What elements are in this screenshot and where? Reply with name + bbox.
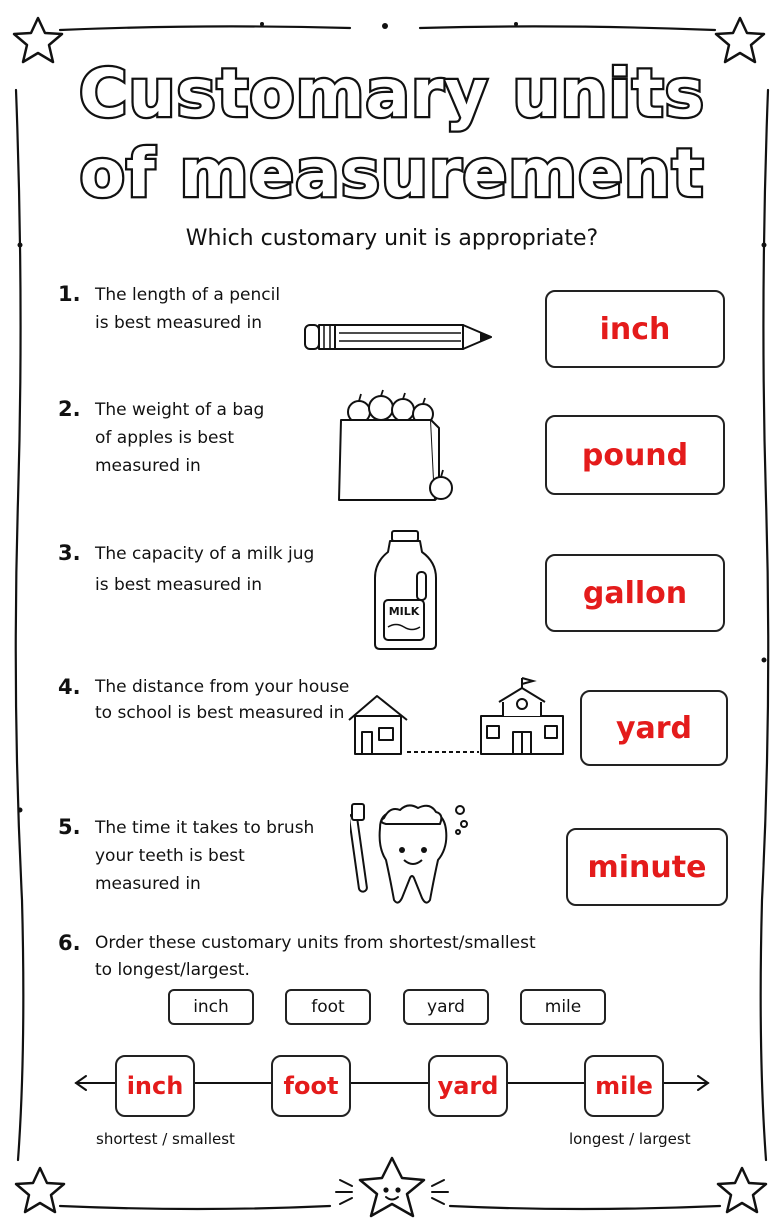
question-text: The distance from your house to school is best measured in	[95, 677, 350, 723]
question-text: The time it takes to brush your teeth is best measured in	[95, 818, 315, 894]
question-number: 5.	[58, 815, 81, 839]
question-text: The weight of a bag of apples is best measured in	[95, 400, 265, 476]
right-caption: longest / largest	[569, 1130, 691, 1148]
unit-choice-chip: mile	[520, 989, 606, 1025]
subtitle: Which customary unit is appropriate?	[185, 226, 599, 251]
milk-jug-icon	[372, 528, 438, 652]
pencil-icon	[303, 322, 495, 352]
ordered-unit-box: inch	[115, 1055, 195, 1117]
left-caption: shortest / smallest	[96, 1130, 235, 1148]
ordered-unit-box: yard	[428, 1055, 508, 1117]
question-number: 2.	[58, 397, 81, 421]
question-text: The capacity of a milk jug is best measured in	[95, 544, 315, 595]
unit-choice-chip: foot	[285, 989, 371, 1025]
answer-box: minute	[566, 828, 728, 906]
star-icon	[14, 18, 62, 62]
answer-box: yard	[580, 690, 728, 766]
title-line-1: Customary units	[79, 55, 705, 132]
question-number: 6.	[58, 931, 81, 955]
answer-box: inch	[545, 290, 725, 368]
question-number: 4.	[58, 675, 81, 699]
ordered-unit-box: foot	[271, 1055, 351, 1117]
ordered-unit-box: mile	[584, 1055, 664, 1117]
question-text: The length of a pencil is best measured in	[95, 285, 281, 333]
page-title	[60, 48, 724, 213]
unit-choice-chip: inch	[168, 989, 254, 1025]
question-number: 3.	[58, 541, 81, 565]
star-icon	[718, 1168, 766, 1212]
star-icon	[16, 1168, 64, 1212]
question-text: Order these customary units from shortest/smallest to longest/largest.	[95, 933, 536, 980]
house-to-school-icon	[345, 676, 567, 758]
apple-bag-icon	[335, 388, 460, 506]
answer-box: pound	[545, 415, 725, 495]
question-number: 1.	[58, 282, 81, 306]
answer-box: gallon	[545, 554, 725, 632]
title-line-2: of measurement	[79, 135, 705, 212]
milk-label: MILK	[388, 605, 420, 618]
smiling-star-icon	[360, 1158, 424, 1216]
tooth-toothbrush-icon	[350, 798, 472, 910]
unit-choice-chip: yard	[403, 989, 489, 1025]
